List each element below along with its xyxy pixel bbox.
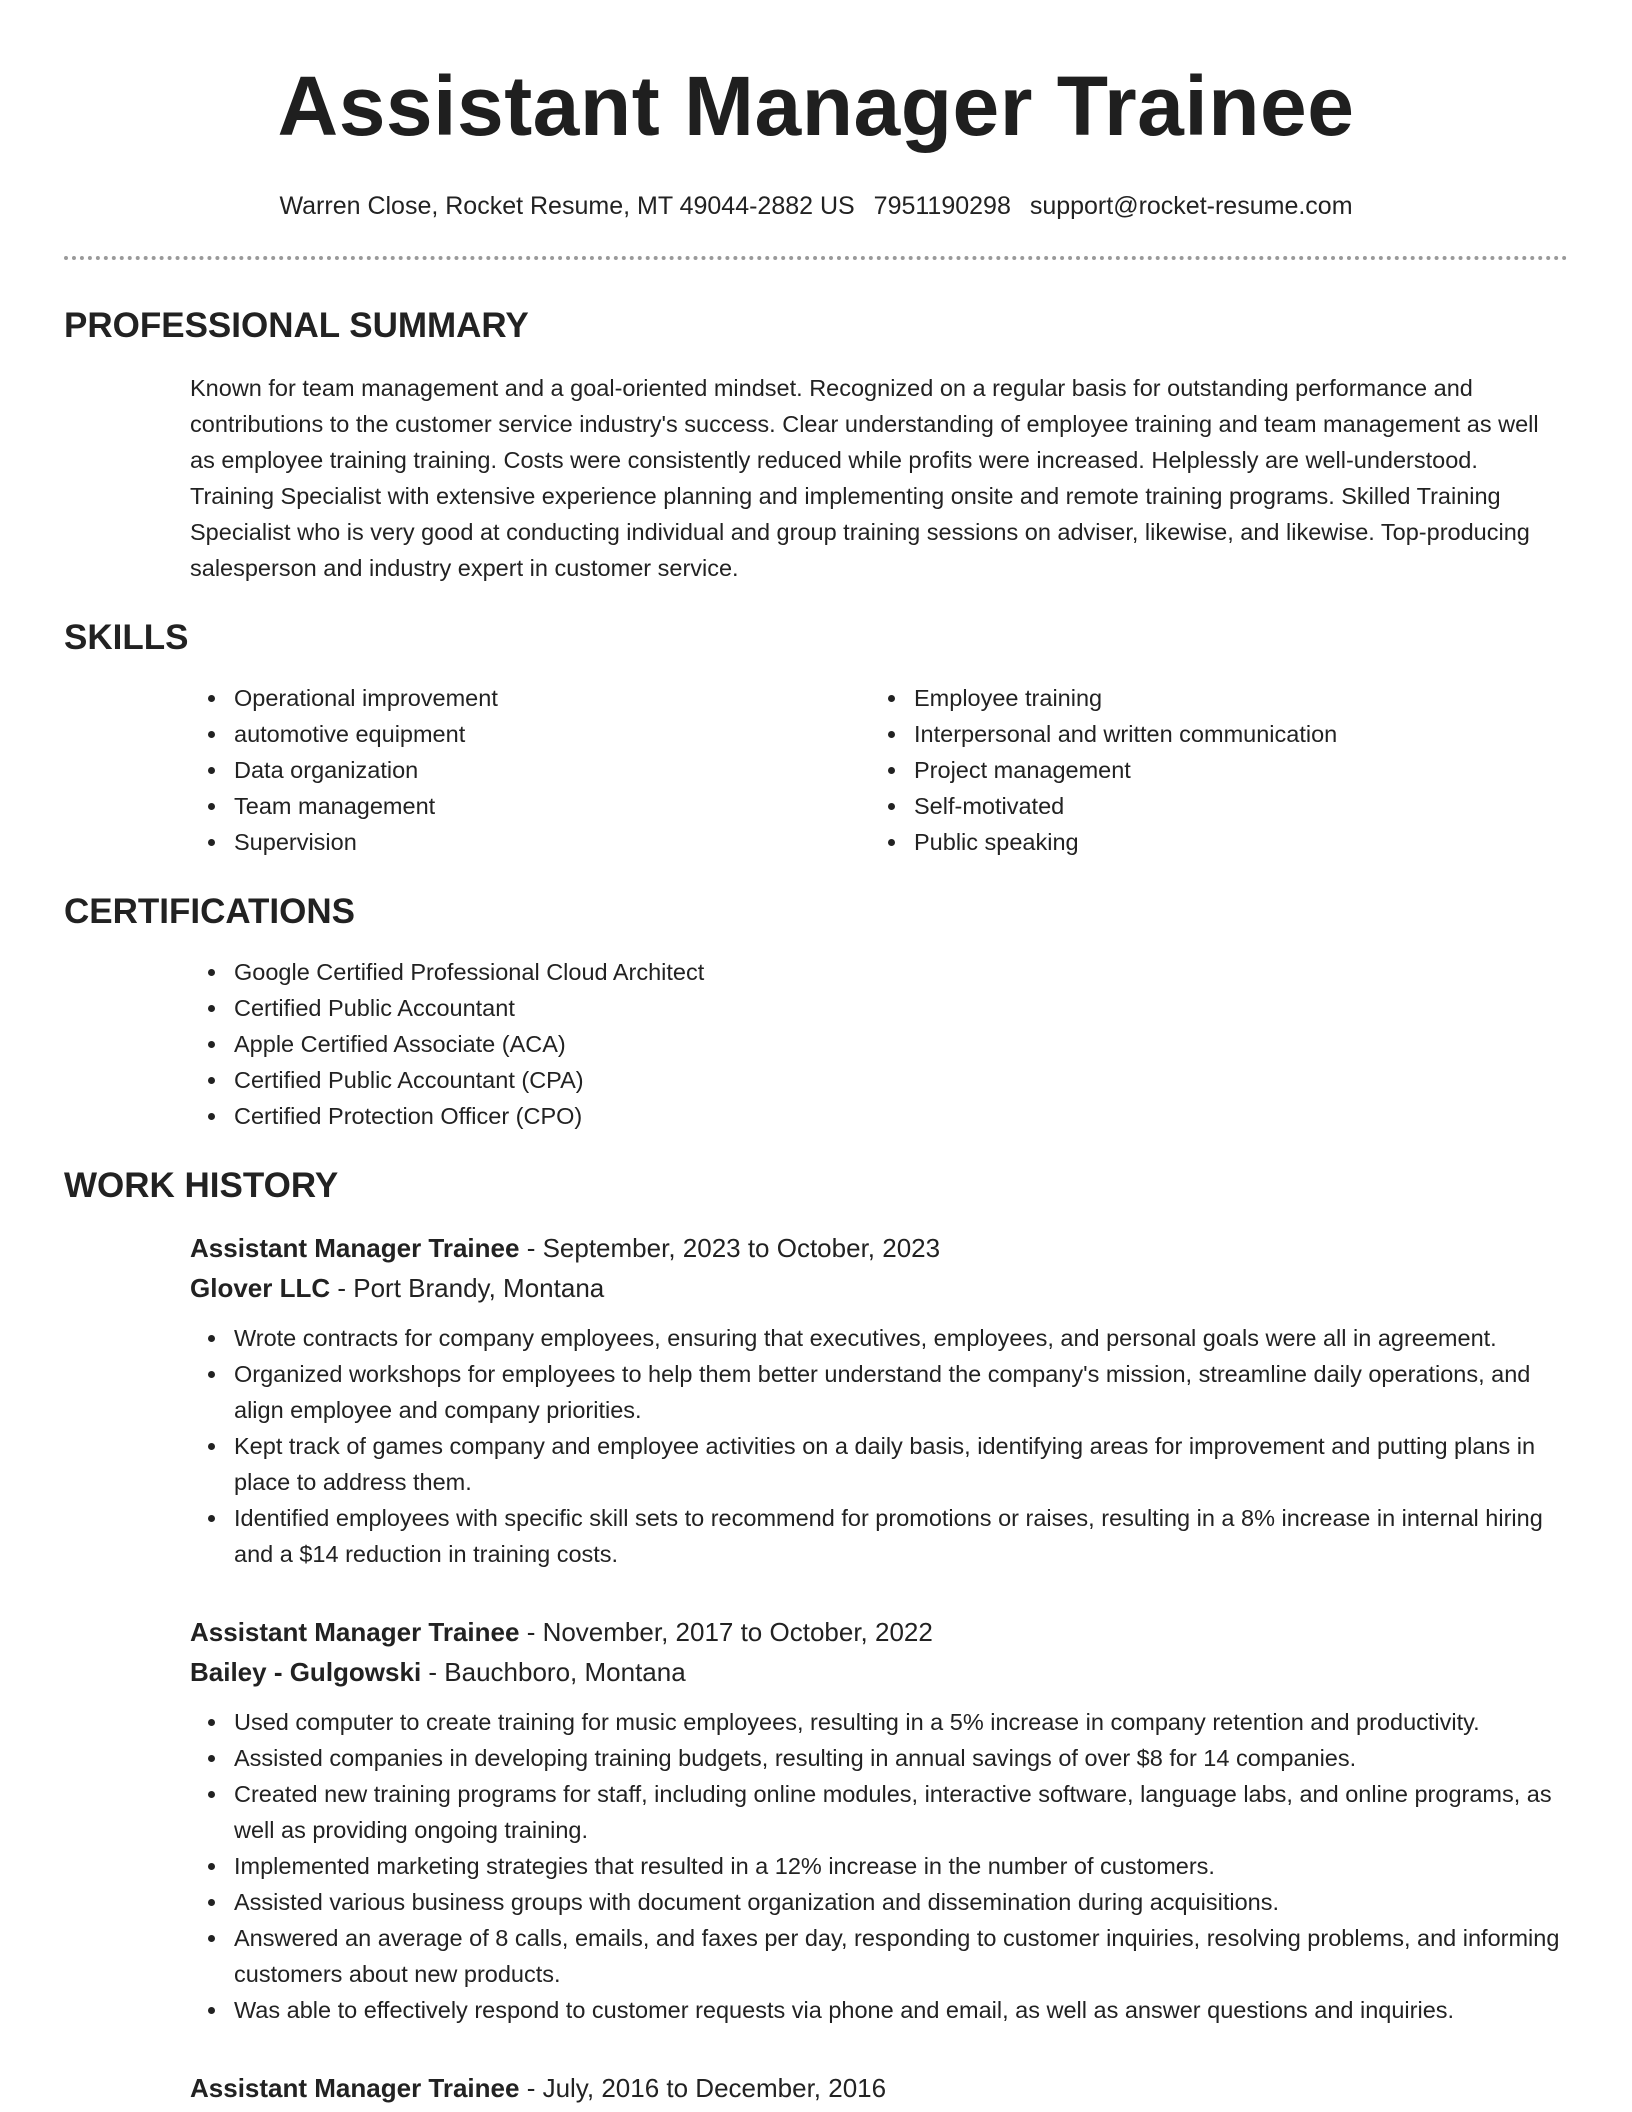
- job-location: - Bauchboro, Montana: [421, 1657, 686, 1687]
- skills-column-left: [190, 680, 870, 860]
- header-divider: [64, 256, 1568, 260]
- job-entry: [190, 1228, 1568, 1572]
- contact-email: support@rocket-resume.com: [1029, 192, 1353, 220]
- skill-item: automotive equipment: [234, 716, 870, 752]
- job-title-line: [190, 2068, 1568, 2108]
- job-bullet: Implemented marketing strategies that resulted in a 12% increase in the number of customers.: [234, 1848, 1568, 1884]
- job-title-line: [190, 1612, 1568, 1652]
- skill-item: Operational improvement: [234, 680, 870, 716]
- job-bullet: Kept track of games company and employee activities on a daily basis, identifying areas for improvement and putting plans in place to address them.: [234, 1428, 1568, 1500]
- job-dates: - September, 2023 to October, 2023: [519, 1233, 941, 1263]
- skills-heading: SKILLS: [64, 618, 189, 657]
- job-company: Bailey - Gulgowski: [190, 1657, 422, 1687]
- job-bullet: Organized workshops for employees to help them better understand the company's mission, streamline daily operations, and align employee and company priorities.: [234, 1356, 1568, 1428]
- skill-item: Public speaking: [914, 824, 1550, 860]
- certification-item: Apple Certified Associate (ACA): [234, 1026, 1568, 1062]
- job-dates: - July, 2016 to December, 2016: [519, 2073, 887, 2103]
- job-role: Assistant Manager Trainee: [190, 2073, 520, 2103]
- candidate-name: Assistant Manager Trainee: [277, 59, 1355, 153]
- job-dates: - November, 2017 to October, 2022: [519, 1617, 933, 1647]
- job-company-line: [190, 1652, 1568, 1692]
- job-location: - Port Brandy, Montana: [330, 1273, 605, 1303]
- work-history-heading: WORK HISTORY: [64, 1166, 339, 1205]
- job-bullets: [190, 1704, 1568, 2028]
- job-bullets: [190, 1320, 1568, 1572]
- resume-header: [64, 0, 1568, 260]
- job-bullet: Was able to effectively respond to customer requests via phone and email, as well as answer questions and inquiries.: [234, 1992, 1568, 2028]
- skills-column-right: [870, 680, 1550, 860]
- summary-text: Known for team management and a goal-oriented mindset. Recognized on a regular basis for outstanding performance and contributions to the customer service industry's success. Clear understanding of employee training and team management as well as employee training training. Costs were consistently reduced while profits were increased. Helplessly are well-understood. Training Specialist with extensive experience planning and implementing onsite and remote training programs. Skilled Training Specialist who is very good at conducting individual and group training sessions on adviser, likewise, and likewise. Top-producing salesperson and industry expert in customer service.: [190, 375, 1539, 581]
- skills-grid: [190, 680, 1568, 860]
- job-bullet: Wrote contracts for company employees, ensuring that executives, employees, and personal goals were all in agreement.: [234, 1320, 1568, 1356]
- certification-item: Certified Public Accountant: [234, 990, 1568, 1026]
- job-company: Glover LLC: [190, 1273, 331, 1303]
- certification-item: Certified Protection Officer (CPO): [234, 1098, 1568, 1134]
- certifications-heading: CERTIFICATIONS: [64, 892, 356, 931]
- job-bullet: Created new training programs for staff, including online modules, interactive software, language labs, and online programs, as well as providing ongoing training.: [234, 1776, 1568, 1848]
- skill-item: Data organization: [234, 752, 870, 788]
- skill-item: Interpersonal and written communication: [914, 716, 1550, 752]
- skill-item: Self-motivated: [914, 788, 1550, 824]
- job-role: Assistant Manager Trainee: [190, 1617, 520, 1647]
- job-company-line: [190, 1268, 1568, 1308]
- job-bullet: Identified employees with specific skill sets to recommend for promotions or raises, resulting in a 8% increase in internal hiring and a $14 reduction in training costs.: [234, 1500, 1568, 1572]
- job-bullet: Assisted companies in developing training budgets, resulting in annual savings of over $8 for 14 companies.: [234, 1740, 1568, 1776]
- certification-item: Certified Public Accountant (CPA): [234, 1062, 1568, 1098]
- job-role: Assistant Manager Trainee: [190, 1233, 520, 1263]
- skill-item: Supervision: [234, 824, 870, 860]
- certification-item: Google Certified Professional Cloud Architect: [234, 954, 1568, 990]
- summary-heading: PROFESSIONAL SUMMARY: [64, 306, 529, 345]
- contact-address: Warren Close, Rocket Resume, MT 49044-2882 US: [279, 192, 855, 220]
- certifications-list: [190, 954, 1568, 1134]
- contact-line: [64, 190, 1568, 222]
- skill-item: Employee training: [914, 680, 1550, 716]
- job-entry: [190, 2068, 1568, 2108]
- job-entry: [190, 1612, 1568, 2028]
- job-bullet: Used computer to create training for music employees, resulting in a 5% increase in company retention and productivity.: [234, 1704, 1568, 1740]
- skill-item: Project management: [914, 752, 1550, 788]
- contact-phone: 7951190298: [873, 192, 1011, 220]
- job-bullet: Answered an average of 8 calls, emails, and faxes per day, responding to customer inquiries, resolving problems, and informing customers about new products.: [234, 1920, 1568, 1992]
- skill-item: Team management: [234, 788, 870, 824]
- job-title-line: [190, 1228, 1568, 1268]
- job-bullet: Assisted various business groups with document organization and dissemination during acquisitions.: [234, 1884, 1568, 1920]
